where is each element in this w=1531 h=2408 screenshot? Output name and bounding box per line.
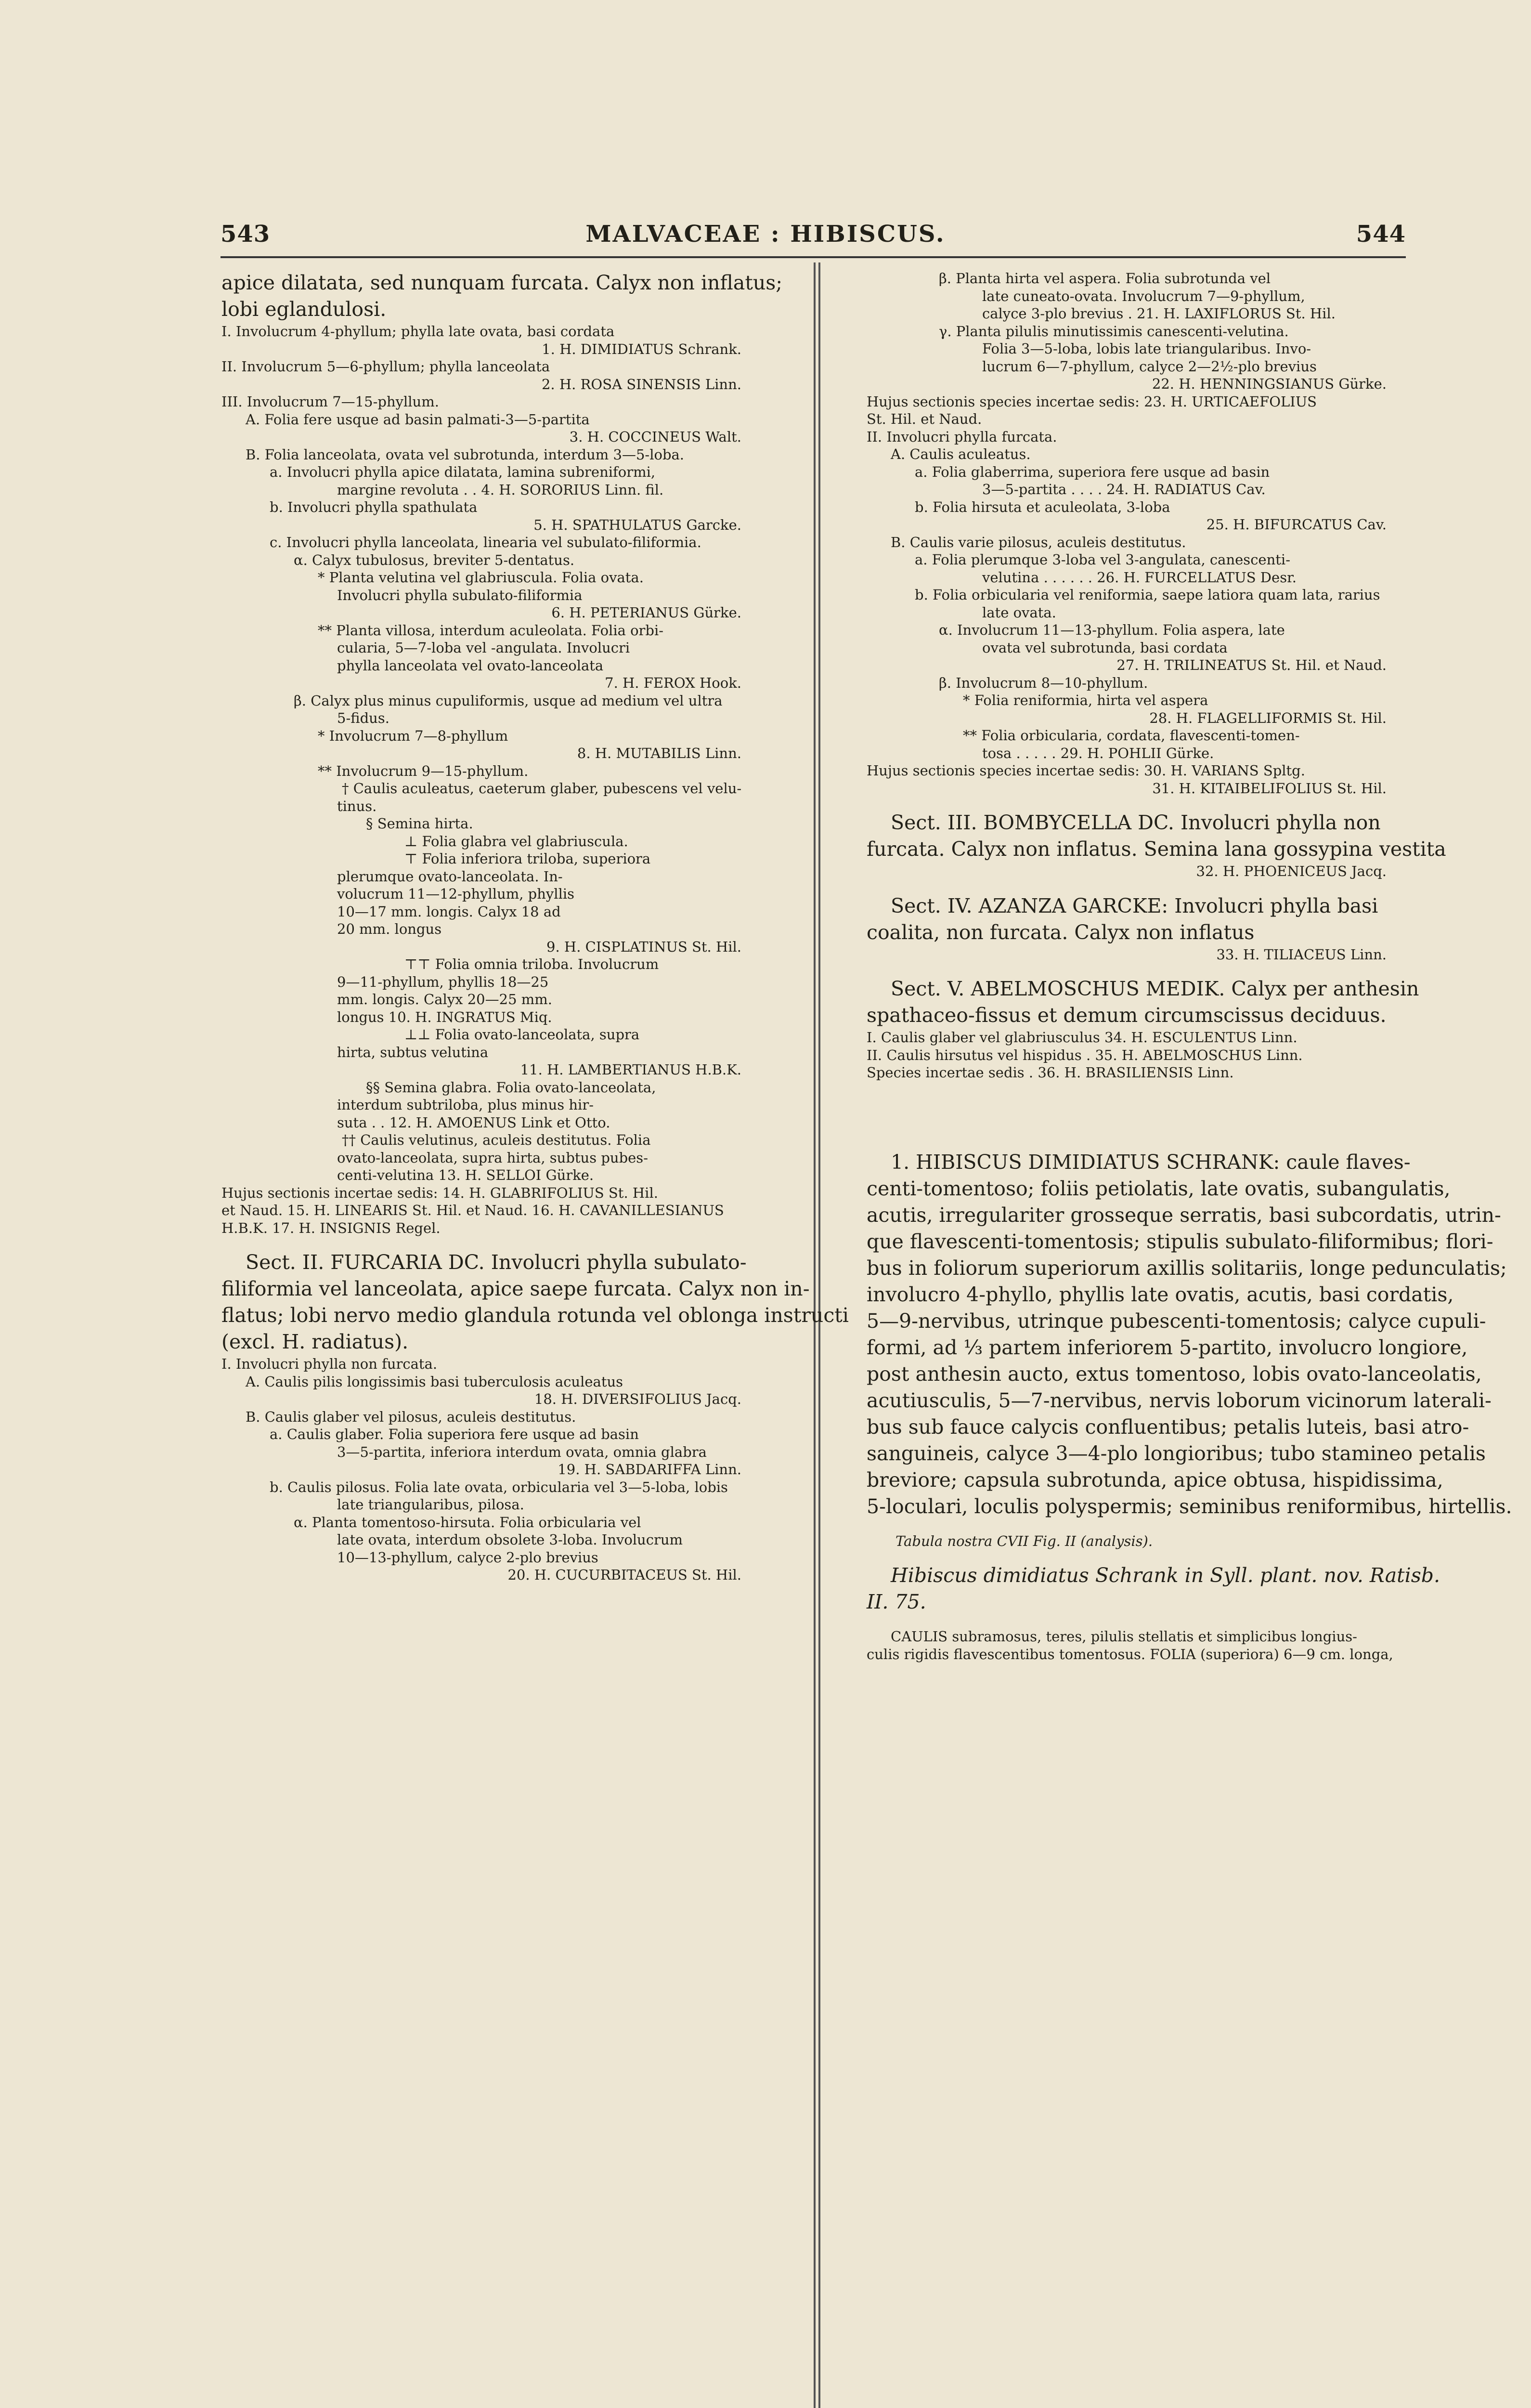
- section-furcaria: [221, 1249, 849, 1355]
- key-line: ⊤⊤ Folia omnia triloba. Involucrum: [404, 956, 659, 972]
- section-heading-line: filiformia vel lanceolata, apice saepe furcata. Calyx non in-: [221, 1277, 810, 1300]
- key-line: b. Involucri phylla spathulata: [270, 499, 478, 515]
- key-line: ⊥⊥ Folia ovato-lanceolata, supra: [404, 1026, 640, 1043]
- key-line: 9. H. CISPLATINUS St. Hil.: [546, 938, 741, 955]
- description-line: breviore; capsula subrotunda, apice obtusa, hispidissima,: [867, 1468, 1443, 1492]
- column-divider: [814, 262, 820, 2408]
- key-line: III. Involucrum 7—15-phyllum.: [221, 393, 439, 410]
- description-line: 1. HIBISCUS DIMIDIATUS SCHRANK: caule flaves-: [891, 1150, 1411, 1174]
- key-line: 1. H. DIMIDIATUS Schrank.: [542, 340, 741, 357]
- description-line: bus in foliorum superiorum axillis solitariis, longe pedunculatis;: [867, 1256, 1507, 1280]
- key-line: 27. H. TRILINEATUS St. Hil. et Naud.: [1116, 657, 1387, 673]
- key-line: A. Caulis pilis longissimis basi tuberculosis aculeatus: [246, 1373, 623, 1390]
- section-heading-line: Sect. V. ABELMOSCHUS MEDIK. Calyx per anthesin: [891, 977, 1419, 1000]
- key-line: 5. H. SPATHULATUS Garcke.: [533, 516, 741, 533]
- key-line: β. Involucrum 8—10-phyllum.: [939, 674, 1148, 691]
- key-line: §§ Semina glabra. Folia ovato-lanceolata,: [366, 1079, 656, 1096]
- key-line: Hujus sectionis incertae sedis: 14. H. GLABRIFOLIUS St. Hil.: [221, 1184, 658, 1201]
- key-line: centi-velutina 13. H. SELLOI Gürke.: [337, 1167, 594, 1183]
- caulis-line: CAULIS subramosus, teres, pilulis stellatis et simplicibus longius-: [891, 1628, 1357, 1645]
- section-heading-line: furcata. Calyx non inflatus. Semina lana gossypina vestita: [867, 838, 1446, 861]
- header-rule: [221, 256, 1406, 258]
- species-line: 33. H. TILIACEUS Linn.: [1216, 946, 1387, 963]
- key-line: I. Involucri phylla non furcata.: [221, 1356, 438, 1372]
- plate-reference: Tabula nostra CVII Fig. II (analysis).: [895, 1532, 1153, 1549]
- key-line: volucrum 11—12-phyllum, phyllis: [337, 886, 575, 902]
- key-line: * Planta velutina vel glabriuscula. Folia ovata.: [318, 569, 644, 586]
- running-header: MALVACEAE : HIBISCUS.: [585, 221, 946, 248]
- description-line: bus sub fauce calycis confluentibus; petalis luteis, basi atro-: [867, 1415, 1469, 1439]
- key-line: β. Calyx plus minus cupuliformis, usque ad medium vel ultra: [294, 692, 723, 709]
- key-line: suta . . 12. H. AMOENUS Link et Otto.: [337, 1114, 610, 1131]
- key-line: α. Involucrum 11—13-phyllum. Folia aspera, late: [939, 622, 1285, 638]
- intro-line: apice dilatata, sed nunquam furcata. Calyx non inflatus;: [221, 271, 783, 294]
- section-heading-line: spathaceo-fissus et demum circumscissus deciduus.: [867, 1004, 1387, 1027]
- description-line: 5—9-nervibus, utrinque pubescenti-tomentosis; calyce cupuli-: [867, 1309, 1486, 1333]
- key-line: ovata vel subrotunda, basi cordata: [982, 639, 1228, 656]
- description-line: 5-loculari, loculis polyspermis; seminibus reniformibus, hirtellis.: [867, 1494, 1512, 1518]
- key-line: 3—5-partita . . . . 24. H. RADIATUS Cav.: [982, 481, 1266, 497]
- description-line: centi-tomentoso; foliis petiolatis, late ovatis, subangulatis,: [867, 1177, 1451, 1200]
- key-line: 18. H. DIVERSIFOLIUS Jacq.: [534, 1391, 741, 1407]
- key-line: St. Hil. et Naud.: [867, 411, 982, 427]
- key-line: 10—17 mm. longis. Calyx 18 ad: [337, 903, 561, 920]
- key-line: 6. H. PETERIANUS Gürke.: [551, 604, 741, 621]
- key-line: H.B.K. 17. H. INSIGNIS Regel.: [221, 1219, 441, 1236]
- key-line: calyce 3-plo brevius . 21. H. LAXIFLORUS St. Hil.: [982, 305, 1336, 322]
- key-line: mm. longis. Calyx 20—25 mm.: [337, 991, 552, 1008]
- intro-line: lobi eglandulosi.: [221, 298, 387, 321]
- key-line: ** Involucrum 9—15-phyllum.: [318, 762, 529, 779]
- key-line: 2. H. ROSA SINENSIS Linn.: [541, 376, 741, 393]
- key-line: a. Folia glaberrima, superiora fere usque ad basin: [915, 463, 1270, 480]
- key-line: II. Caulis hirsutus vel hispidus . 35. H. ABELMOSCHUS Linn.: [867, 1047, 1303, 1063]
- key-line: Species incertae sedis . 36. H. BRASILIENSIS Linn.: [867, 1064, 1234, 1081]
- key-line: c. Involucri phylla lanceolata, linearia vel subulato-filiformia.: [270, 534, 701, 550]
- key-line: A. Folia fere usque ad basin palmati-3—5-partita: [246, 411, 590, 428]
- abelmoschus-key: [867, 1029, 1425, 1082]
- section-heading-line: coalita, non furcata. Calyx non inflatus: [867, 920, 1255, 944]
- key-line: † Caulis aculeatus, caeterum glaber, pubescens vel velu-: [342, 780, 742, 797]
- key-line: ** Planta villosa, interdum aculeolata. Folia orbi-: [318, 622, 664, 639]
- description-line: formi, ad ⅓ partem inferiorem 5-partito, involucro longiore,: [867, 1335, 1468, 1359]
- key-line: velutina . . . . . . 26. H. FURCELLATUS Desr.: [982, 569, 1297, 586]
- species-line: 32. H. PHOENICEUS Jacq.: [1196, 863, 1387, 879]
- section-heading-line: Sect. III. BOMBYCELLA DC. Involucri phylla non: [891, 811, 1381, 834]
- caulis-description: [867, 1628, 1425, 1663]
- key-line: 25. H. BIFURCATUS Cav.: [1206, 516, 1387, 533]
- key-line: plerumque ovato-lanceolata. In-: [337, 868, 563, 885]
- left-key-lines: [221, 323, 780, 1237]
- key-line: ⊤ Folia inferiora triloba, superiora: [404, 851, 651, 867]
- section-abelmoschus: [867, 976, 1425, 1029]
- reference-line: II. 75.: [867, 1590, 926, 1613]
- key-line: Hujus sectionis species incertae sedis: 30. H. VARIANS Spltg.: [867, 762, 1305, 779]
- key-line: 19. H. SABDARIFFA Linn.: [558, 1461, 741, 1478]
- key-line: tinus.: [337, 798, 377, 814]
- species-description: [867, 1149, 1512, 1520]
- key-line: 7. H. FEROX Hook.: [605, 675, 741, 691]
- section-bombycella: [867, 810, 1446, 863]
- key-line: A. Caulis aculeatus.: [891, 446, 1031, 462]
- key-line: 28. H. FLAGELLIFORMIS St. Hil.: [1149, 709, 1387, 726]
- description-line: post anthesin aucto, extus tomentoso, lobis ovato-lanceolatis,: [867, 1362, 1482, 1386]
- key-line: II. Involucrum 5—6-phyllum; phylla lanceolata: [221, 358, 550, 375]
- key-line: 22. H. HENNINGSIANUS Gürke.: [1152, 376, 1387, 392]
- left-key-lines-2: [221, 1355, 780, 1584]
- key-line: B. Caulis glaber vel pilosus, aculeis destitutus.: [246, 1408, 576, 1425]
- key-line: 3. H. COCCINEUS Walt.: [569, 429, 741, 445]
- key-line: late ovata, interdum obsolete 3-loba. Involucrum: [337, 1531, 683, 1548]
- key-line: 11. H. LAMBERTIANUS H.B.K.: [520, 1061, 741, 1078]
- key-line: ⊥ Folia glabra vel glabriuscula.: [404, 833, 628, 850]
- key-line: II. Involucri phylla furcata.: [867, 428, 1057, 445]
- key-line: interdum subtriloba, plus minus hir-: [337, 1097, 594, 1113]
- key-line: * Folia reniformia, hirta vel aspera: [963, 692, 1208, 708]
- key-line: α. Calyx tubulosus, breviter 5-dentatus.: [294, 551, 575, 568]
- key-line: 20. H. CUCURBITACEUS St. Hil.: [507, 1567, 741, 1583]
- key-line: 31. H. KITAIBELIFOLIUS St. Hil.: [1152, 780, 1387, 797]
- reference-line: Hibiscus dimidiatus Schrank in Syll. plant. nov. Ratisb.: [891, 1564, 1440, 1587]
- key-line: B. Folia lanceolata, ovata vel subrotunda, interdum 3—5-loba.: [246, 446, 685, 463]
- key-line: a. Involucri phylla apice dilatata, lamina subreniformi,: [270, 464, 656, 480]
- key-line: cularia, 5—7-loba vel -angulata. Involucri: [337, 640, 630, 656]
- key-line: I. Caulis glaber vel glabriusculus 34. H. ESCULENTUS Linn.: [867, 1029, 1297, 1046]
- right-key-lines: [867, 270, 1425, 797]
- description-line: acutiusculis, 5—7-nervibus, nervis loborum vicinorum laterali-: [867, 1388, 1492, 1412]
- section-heading-line: Sect. IV. AZANZA GARCKE: Involucri phylla basi: [891, 894, 1378, 917]
- key-line: tosa . . . . . 29. H. POHLII Gürke.: [982, 745, 1214, 761]
- key-line: lucrum 6—7-phyllum, calyce 2—2½-plo brevius: [982, 358, 1317, 375]
- description-line: involucro 4-phyllo, phyllis late ovatis, acutis, basi cordatis,: [867, 1283, 1454, 1306]
- right-column: [867, 270, 1512, 1663]
- key-line: 8. H. MUTABILIS Linn.: [577, 745, 741, 761]
- literature-reference: [867, 1562, 1440, 1615]
- key-line: a. Caulis glaber. Folia superiora fere usque ad basin: [270, 1426, 639, 1442]
- caulis-line: culis rigidis flavescentibus tomentosus. FOLIA (superiora) 6—9 cm. longa,: [867, 1646, 1393, 1662]
- key-line: late cuneato-ovata. Involucrum 7—9-phyllum,: [982, 288, 1305, 304]
- key-line: b. Caulis pilosus. Folia late ovata, orbicularia vel 3—5-loba, lobis: [270, 1479, 728, 1495]
- key-line: α. Planta tomentoso-hirsuta. Folia orbicularia vel: [294, 1514, 641, 1531]
- key-line: β. Planta hirta vel aspera. Folia subrotunda vel: [939, 270, 1271, 287]
- key-line: Hujus sectionis species incertae sedis: 23. H. URTICAEFOLIUS: [867, 393, 1317, 410]
- key-line: B. Caulis varie pilosus, aculeis destitutus.: [891, 534, 1186, 550]
- key-line: 9—11-phyllum, phyllis 18—25: [337, 973, 549, 990]
- key-line: 10—13-phyllum, calyce 2-plo brevius: [337, 1549, 598, 1566]
- key-line: b. Folia hirsuta et aculeolata, 3-loba: [915, 498, 1170, 515]
- left-column: [221, 270, 849, 1584]
- description-line: sanguineis, calyce 3—4-plo longioribus; tubo stamineo petalis: [867, 1441, 1486, 1465]
- section-azanza: [867, 893, 1425, 946]
- key-line: I. Involucrum 4-phyllum; phylla late ovata, basi cordata: [221, 323, 615, 340]
- key-line: ovato-lanceolata, supra hirta, subtus pubes-: [337, 1149, 648, 1166]
- section-heading-line: Sect. II. FURCARIA DC. Involucri phylla subulato-: [246, 1251, 747, 1274]
- key-line: margine revoluta . . 4. H. SORORIUS Linn. fil.: [337, 481, 664, 498]
- key-line: †† Caulis velutinus, aculeis destitutus. Folia: [342, 1132, 651, 1148]
- key-line: * Involucrum 7—8-phyllum: [318, 727, 508, 744]
- key-line: et Naud. 15. H. LINEARIS St. Hil. et Naud. 16. H. CAVANILLESIANUS: [221, 1202, 724, 1218]
- key-line: late triangularibus, pilosa.: [337, 1496, 524, 1513]
- key-line: ** Folia orbicularia, cordata, flavescenti-tomen-: [963, 727, 1300, 744]
- key-line: phylla lanceolata vel ovato-lanceolata: [337, 657, 604, 674]
- page-number-right: 544: [1356, 221, 1406, 248]
- section-heading-line: flatus; lobi nervo medio glandula rotunda vel oblonga instructi: [221, 1304, 849, 1327]
- key-line: γ. Planta pilulis minutissimis canescenti-velutina.: [939, 323, 1289, 340]
- key-line: b. Folia orbicularia vel reniformia, saepe latiora quam lata, rarius: [915, 587, 1380, 603]
- key-line: late ovata.: [982, 604, 1056, 621]
- description-line: acutis, irregulariter grosseque serratis, basi subcordatis, utrin-: [867, 1203, 1501, 1227]
- key-line: Folia 3—5-loba, lobis late triangularibus. Invo-: [982, 340, 1311, 357]
- key-line: 20 mm. longus: [337, 921, 442, 937]
- section-heading-line: (excl. H. radiatus).: [221, 1330, 409, 1353]
- page-number-left: 543: [221, 221, 271, 248]
- key-line: hirta, subtus velutina: [337, 1044, 489, 1060]
- key-line: Involucri phylla subulato-filiformia: [337, 587, 583, 603]
- key-line: longus 10. H. INGRATUS Miq.: [337, 1008, 552, 1025]
- description-line: que flavescenti-tomentosis; stipulis subulato-filiformibus; flori-: [867, 1230, 1493, 1253]
- key-line: 3—5-partita, inferiora interdum ovata, omnia glabra: [337, 1443, 707, 1460]
- key-line: § Semina hirta.: [366, 815, 473, 832]
- key-line: a. Folia plerumque 3-loba vel 3-angulata, canescenti-: [915, 551, 1290, 568]
- key-line: 5-fidus.: [337, 710, 389, 726]
